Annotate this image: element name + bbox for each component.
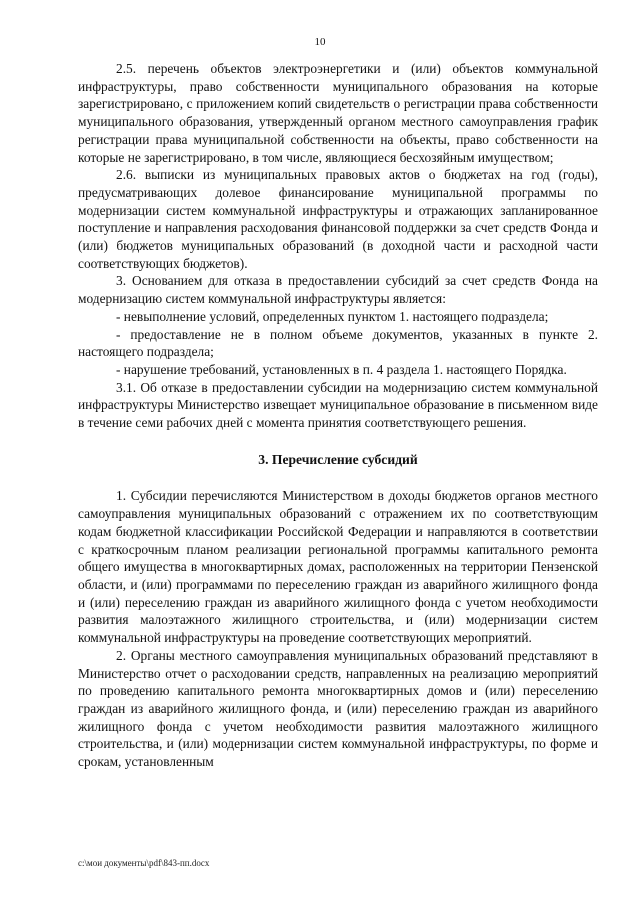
paragraph-2-5: 2.5. перечень объектов электроэнергетики и (или) объектов коммунальной инфраструктуры, право собственности муниципального образования на которые зарегистрировано, с приложением копий свидетельств о регистрации права собственности муниципального образования, утвержденный органом местного самоуправления график регистрации права муниципальной собственности на объекты, право собственности на которые не зарегистрировано, в том числе, являющиеся бесхозяйным имуществом; — [78, 61, 598, 165]
paragraph-section3-1: 1. Субсидии перечисляются Министерством в доходы бюджетов органов местного самоуправления муниципальных образований с отражением их по соответствующим кодам бюджетной классификации Российской Федерации и направляются в соответствии с краткосрочным планом реализации региональной программы капитального ремонта общего имущества в многоквартирных домах, расположенных на территории Пензенской области, и (или) программами по переселению граждан из аварийного жилищного фонда и (или) переселению граждан из аварийного жилищного фонда с учетом необходимости развития малоэтажного жилищного строительства, и (или) модернизации систем коммунальной инфраструктуры на проведение соответствующих мероприятий. — [78, 488, 598, 646]
list-item-incomplete-documents: - предоставление не в полном объеме документов, указанных в пункте 2. настоящего подраздела; — [78, 326, 598, 360]
list-item-violation: - нарушение требований, установленных в п. 4 раздела 1. настоящего Порядка. — [116, 361, 567, 377]
section-heading: 3. Перечисление субсидий — [258, 451, 418, 467]
paragraph-section3-2: 2. Органы местного самоуправления муниципальных образований представляют в Министерство отчет о расходовании средств, направленных на реализацию мероприятий по проведению капитального ремонта многоквартирных домов и (или) переселению граждан из аварийного жилищного фонда, и (или) переселению граждан из аварийного жилищного фонда с учетом необходимости развития малоэтажного жилищного строительства, и (или) модернизации систем коммунальной инфраструктуры, по форме и срокам, установленным — [78, 647, 598, 770]
paragraph-2-6: 2.6. выписки из муниципальных правовых актов о бюджетах на год (годы), предусматривающих долевое финансирование муниципальной программы по модернизации систем коммунальной инфраструктуры и отражающих запланированное поступление и направления расходования финансовой поддержки за счет средств Фонда и (или) бюджетов муниципальных образований (в доходной части и расходной части соответствующих бюджетов). — [78, 167, 598, 271]
paragraph-3-1: 3.1. Об отказе в предоставлении субсидии на модернизацию систем коммунальной инфраструктуры Министерство извещает муниципальное образование в письменном виде в течение семи рабочих дней с момента принятия соответствующего решения. — [78, 379, 598, 431]
page-number: 10 — [314, 36, 326, 48]
list-item-nonfulfillment: - невыполнение условий, определенных пунктом 1. настоящего подраздела; — [116, 308, 549, 324]
footer-file-path: c:\мои документы\pdf\843-пп.docx — [78, 858, 210, 868]
document-body — [78, 60, 598, 771]
paragraph-3: 3. Основанием для отказа в предоставлении субсидий за счет средств Фонда на модернизацию систем коммунальной инфраструктуры является: — [78, 273, 598, 307]
